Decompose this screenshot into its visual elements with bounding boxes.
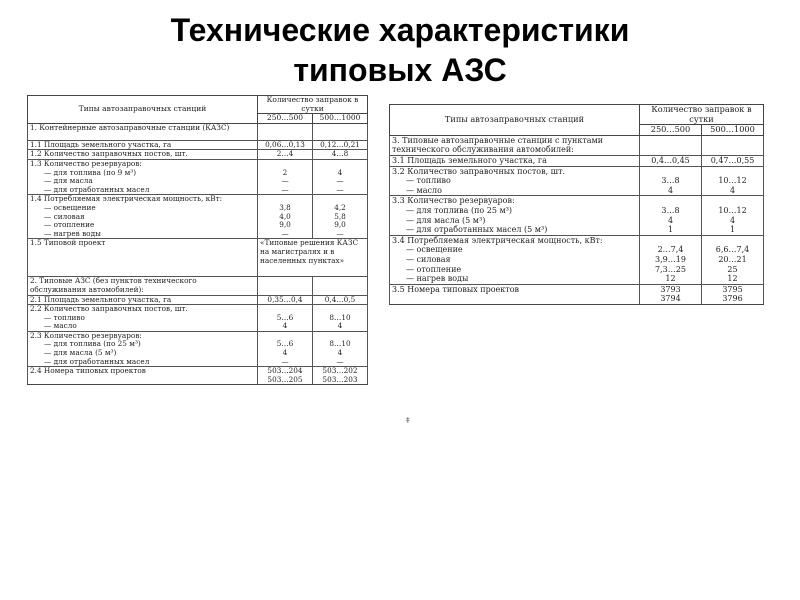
row-value-500-1000 <box>313 305 368 314</box>
row-label: — для отработанных масел <box>28 358 258 367</box>
row-value-250-500: 4 <box>640 216 702 226</box>
table-row <box>28 305 368 314</box>
row-value-500-1000: 4 <box>702 186 764 196</box>
row-label: 2. Типовые АЗС (без пунктов технического обслуживания автомобилей): <box>28 277 258 295</box>
row-label: — освещение <box>390 245 640 255</box>
row-label: — нагрев воды <box>28 230 258 239</box>
row-label: — масло <box>390 186 640 196</box>
table-header-row <box>390 105 764 125</box>
row-label: 3.2 Количество заправочных постов, шт. <box>390 166 640 176</box>
left-spec-table <box>27 95 368 385</box>
row-value-500-1000: 1 <box>702 225 764 235</box>
row-value-250-500: 2…4 <box>258 150 313 160</box>
row-label: — для отработанных масел <box>28 186 258 195</box>
row-label: — для топлива (по 25 м³) <box>28 340 258 349</box>
table-row <box>390 155 764 166</box>
row-value-250-500: 5…6 <box>258 340 313 349</box>
row-label: — нагрев воды <box>390 274 640 284</box>
row-value-250-500: 503…204 <box>258 367 313 376</box>
row-value-250-500: — <box>258 358 313 367</box>
row-value-500-1000: 4 <box>313 322 368 331</box>
row-value-250-500: 0,06…0,13 <box>258 140 313 150</box>
slide-title-line-1: Технические характеристики <box>170 12 630 48</box>
table-row <box>28 358 368 367</box>
row-value-500-1000 <box>313 195 368 204</box>
table-row <box>390 255 764 265</box>
row-value-250-500 <box>258 123 313 140</box>
row-label: 1. Контейнерные автозаправочные станции (КАЗС) <box>28 123 258 140</box>
row-label: — силовая <box>390 255 640 265</box>
table-row <box>390 166 764 176</box>
row-label: 1.5 Типовой проект <box>28 239 258 277</box>
row-value-500-1000: 4,2 <box>313 204 368 213</box>
header-station-types: Типы автозаправочных станций <box>390 105 640 136</box>
row-value-500-1000: — <box>313 358 368 367</box>
row-value-500-1000: 0,4…0,5 <box>313 295 368 305</box>
table-row <box>390 186 764 196</box>
row-value-250-500: 12 <box>640 274 702 284</box>
row-label: — для масла (5 м³) <box>28 349 258 358</box>
row-value-500-1000: 8…10 <box>313 314 368 323</box>
table-row <box>28 322 368 331</box>
row-value-250-500: 3,8 <box>258 204 313 213</box>
row-value-500-1000: 503…202 <box>313 367 368 376</box>
row-value-500-1000: 4 <box>313 349 368 358</box>
row-value-250-500 <box>640 196 702 206</box>
header-station-types: Типы автозаправочных станций <box>28 96 258 124</box>
row-label: — масло <box>28 322 258 331</box>
table-row <box>390 284 764 294</box>
row-value-250-500: 3…8 <box>640 176 702 186</box>
row-label: 1.3 Количество резервуаров: <box>28 159 258 168</box>
row-value-250-500: 503…205 <box>258 376 313 385</box>
table-row <box>28 169 368 178</box>
row-value-500-1000 <box>702 135 764 155</box>
row-label: — топливо <box>390 176 640 186</box>
row-value-500-1000: — <box>313 177 368 186</box>
table-row <box>390 235 764 245</box>
row-value-250-500 <box>640 235 702 245</box>
row-label: 1.1 Площадь земельного участка, га <box>28 140 258 150</box>
row-value-250-500 <box>258 305 313 314</box>
row-label: — топливо <box>28 314 258 323</box>
row-value-500-1000: — <box>313 186 368 195</box>
table-row <box>28 186 368 195</box>
row-value-500-1000: 10…12 <box>702 176 764 186</box>
row-value-500-1000: 6,6…7,4 <box>702 245 764 255</box>
row-value-250-500: 2…7,4 <box>640 245 702 255</box>
row-value-500-1000: 10…12 <box>702 206 764 216</box>
row-value-500-1000: 0,12…0,21 <box>313 140 368 150</box>
row-value-250-500: 2 <box>258 169 313 178</box>
row-label: 1.4 Потребляемая электрическая мощность, кВт: <box>28 195 258 204</box>
row-value-250-500: 3…8 <box>640 206 702 216</box>
header-range-b: 500…1000 <box>702 125 764 136</box>
row-label: — для отработанных масел (5 м³) <box>390 225 640 235</box>
row-value-250-500: 0,35…0,4 <box>258 295 313 305</box>
table-row <box>390 225 764 235</box>
row-label: 3. Типовые автозаправочные станции с пунктами технического обслуживания автомобилей: <box>390 135 640 155</box>
row-label: — силовая <box>28 213 258 222</box>
row-value-250-500: 1 <box>640 225 702 235</box>
row-label: — для масла (5 м³) <box>390 216 640 226</box>
row-label: 3.4 Потребляемая электрическая мощность, кВт: <box>390 235 640 245</box>
row-value-250-500 <box>640 135 702 155</box>
row-value-500-1000: 3795 <box>702 284 764 294</box>
row-value-250-500: 0,4…0,45 <box>640 155 702 166</box>
table-row <box>28 123 368 140</box>
row-value-500-1000: 25 <box>702 265 764 275</box>
table-row <box>390 274 764 284</box>
header-range-b: 500…1000 <box>313 114 368 124</box>
slide-title <box>0 10 800 90</box>
table-row <box>390 206 764 216</box>
table-row <box>28 239 368 277</box>
table-row <box>28 177 368 186</box>
table-row <box>28 204 368 213</box>
table-row <box>28 340 368 349</box>
table-row <box>28 140 368 150</box>
row-value-500-1000: 4 <box>702 216 764 226</box>
row-value-500-1000: 4 <box>313 169 368 178</box>
table-row <box>28 221 368 230</box>
table-row <box>28 213 368 222</box>
row-value-500-1000: 0,47…0,55 <box>702 155 764 166</box>
row-value-500-1000 <box>313 277 368 295</box>
table-row <box>390 294 764 304</box>
row-value-500-1000: 3796 <box>702 294 764 304</box>
row-label: — для масла <box>28 177 258 186</box>
row-label <box>28 376 258 385</box>
row-value-500-1000 <box>313 159 368 168</box>
row-value-250-500: — <box>258 186 313 195</box>
row-label: — отопление <box>28 221 258 230</box>
table-row <box>28 376 368 385</box>
row-value-250-500: 4,0 <box>258 213 313 222</box>
row-value-500-1000 <box>313 123 368 140</box>
row-label: 3.3 Количество резервуаров: <box>390 196 640 206</box>
row-label: 2.1 Площадь земельного участка, га <box>28 295 258 305</box>
row-label <box>390 294 640 304</box>
right-spec-table <box>389 104 764 305</box>
row-value-250-500: — <box>258 177 313 186</box>
row-value-250-500 <box>258 277 313 295</box>
table-header-row <box>28 96 368 114</box>
row-value-250-500: 7,3…25 <box>640 265 702 275</box>
row-label: — отопление <box>390 265 640 275</box>
table-row <box>390 176 764 186</box>
row-value-500-1000: 20…21 <box>702 255 764 265</box>
header-range-a: 250…500 <box>258 114 313 124</box>
row-value-250-500: 3,9…19 <box>640 255 702 265</box>
row-value-250-500: 4 <box>258 322 313 331</box>
row-value-500-1000 <box>702 166 764 176</box>
row-label: — для топлива (по 9 м³) <box>28 169 258 178</box>
slide-title-line-2: типовых АЗС <box>293 52 507 88</box>
table-row <box>28 349 368 358</box>
row-value-250-500: 4 <box>640 186 702 196</box>
table-row <box>390 216 764 226</box>
row-label: 3.5 Номера типовых проектов <box>390 284 640 294</box>
row-value-500-1000: 503…203 <box>313 376 368 385</box>
header-refuel-count: Количество заправок в сутки <box>258 96 368 114</box>
row-value-500-1000 <box>313 331 368 340</box>
row-value-250-500 <box>258 195 313 204</box>
table-row <box>28 314 368 323</box>
table-row <box>28 331 368 340</box>
table-row <box>28 195 368 204</box>
row-value-250-500: — <box>258 230 313 239</box>
row-value-250-500: 5…6 <box>258 314 313 323</box>
table-row <box>390 245 764 255</box>
row-label: 1.2 Количество заправочных постов, шт. <box>28 150 258 160</box>
table-row <box>28 295 368 305</box>
header-refuel-count: Количество заправок в сутки <box>640 105 764 125</box>
row-label: 2.4 Номера типовых проектов <box>28 367 258 376</box>
row-value-500-1000: 12 <box>702 274 764 284</box>
table-row <box>390 265 764 275</box>
table-row <box>390 196 764 206</box>
table-row <box>390 135 764 155</box>
row-value-500-1000: 4…8 <box>313 150 368 160</box>
row-value-250-500 <box>640 166 702 176</box>
row-value-500-1000: 5,8 <box>313 213 368 222</box>
row-merged-value: «Типовые решения КАЗС на магистралях и в населенных пунктах» <box>258 239 368 277</box>
table-row <box>28 159 368 168</box>
row-value-250-500: 3794 <box>640 294 702 304</box>
header-range-a: 250…500 <box>640 125 702 136</box>
row-value-500-1000 <box>702 196 764 206</box>
table-row <box>28 277 368 295</box>
table-row <box>28 367 368 376</box>
stray-mark: ǂ <box>406 416 410 425</box>
row-value-500-1000 <box>702 235 764 245</box>
row-value-500-1000: 8…10 <box>313 340 368 349</box>
table-row <box>28 150 368 160</box>
row-value-500-1000: — <box>313 230 368 239</box>
table-row <box>28 230 368 239</box>
row-label: 2.3 Количество резервуаров: <box>28 331 258 340</box>
row-label: — освещение <box>28 204 258 213</box>
row-value-250-500: 4 <box>258 349 313 358</box>
row-value-500-1000: 9,0 <box>313 221 368 230</box>
row-value-250-500 <box>258 331 313 340</box>
row-value-250-500: 3793 <box>640 284 702 294</box>
row-value-250-500: 9,0 <box>258 221 313 230</box>
row-label: 3.1 Площадь земельного участка, га <box>390 155 640 166</box>
row-value-250-500 <box>258 159 313 168</box>
row-label: 2.2 Количество заправочных постов, шт. <box>28 305 258 314</box>
row-label: — для топлива (по 25 м³) <box>390 206 640 216</box>
